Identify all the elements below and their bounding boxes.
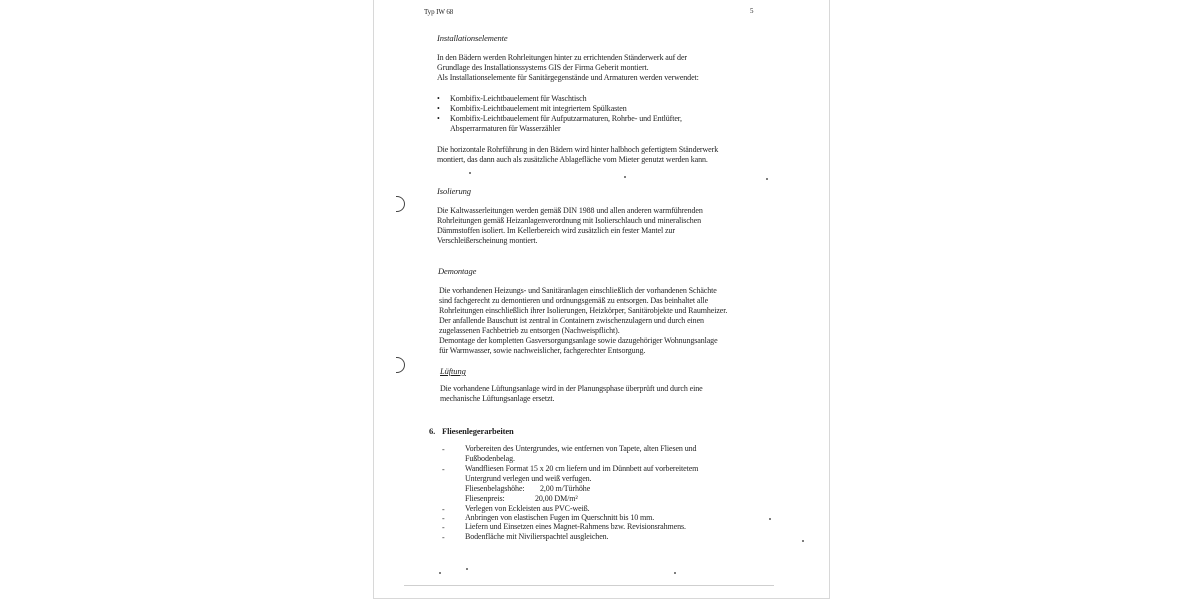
paragraph-line: Rohrleitungen einschließlich ihrer Isolierungen, Heizkörper, Sanitärobjekte und Raumheizer. [439, 306, 728, 315]
section-heading-installation: Installationselemente [437, 33, 508, 43]
paragraph-line: für Warmwasser, sowie nachweislicher, fachgerechter Entsorgung. [439, 346, 646, 355]
spec-label: Fliesenpreis: [465, 494, 505, 503]
section-number: 6. [429, 426, 436, 436]
paragraph-line: Dämmstoffen isoliert. Im Kellerbereich wird zusätzlich ein fester Mantel zur [437, 226, 675, 235]
scan-speck [766, 178, 768, 180]
punch-hole-mark-icon [396, 357, 405, 373]
dash-bullet-icon: - [442, 445, 445, 454]
spec-value: 2,00 m/Türhöhe [540, 484, 591, 493]
list-item: Bodenfläche mit Nivilierspachtel ausgleichen. [465, 532, 609, 541]
dash-bullet-icon: - [442, 505, 445, 514]
scan-speck [439, 572, 441, 574]
list-item-continuation: Absperrarmaturen für Wasserzähler [450, 124, 561, 133]
paragraph-line: Demontage der kompletten Gasversorgungsanlage sowie dazugehöriger Wohnungsanlage [439, 336, 718, 345]
section-heading-lueftung: Lüftung [440, 366, 466, 376]
paragraph-line: Verschleißerscheinung montiert. [437, 236, 538, 245]
bullet-icon: • [437, 104, 440, 113]
scan-speck [469, 172, 471, 174]
spec-value: 20,00 DM/m² [535, 494, 578, 503]
dash-bullet-icon: - [442, 514, 445, 523]
list-item: Kombifix-Leichtbauelement mit integriertem Spülkasten [450, 104, 627, 113]
paragraph-line: Als Installationselemente für Sanitärgegenstände und Armaturen werden verwendet: [437, 73, 699, 82]
scan-speck [624, 176, 626, 178]
dash-bullet-icon: - [442, 533, 445, 542]
paragraph-line: montiert, das dann auch als zusätzliche Ablagefläche vom Mieter genutzt werden kann. [437, 155, 708, 164]
list-item: Liefern und Einsetzen eines Magnet-Rahmens bzw. Revisionsrahmens. [465, 522, 686, 531]
paragraph-line: Die horizontale Rohrführung in den Bädern wird hinter halbhoch gefertigtem Ständerwerk [437, 145, 719, 154]
paragraph-line: sind fachgerecht zu demontieren und ordnungsgemäß zu entsorgen. Das beinhaltet alle [439, 296, 709, 305]
scan-speck [769, 518, 771, 520]
dash-bullet-icon: - [442, 465, 445, 474]
scan-speck [802, 540, 804, 542]
section-heading-fliesen: Fliesenlegerarbeiten [442, 426, 514, 436]
paragraph-line: Die vorhandenen Heizungs- und Sanitäranlagen einschließlich der vorhandenen Schächte [439, 286, 717, 295]
bullet-icon: • [437, 94, 440, 103]
paragraph-line: In den Bädern werden Rohrleitungen hinter zu errichtenden Ständerwerk auf der [437, 53, 687, 62]
dash-bullet-icon: - [442, 523, 445, 532]
list-item-continuation: Fußbodenbelag. [465, 454, 515, 463]
scan-speck [674, 572, 676, 574]
paragraph-line: Der anfallende Bauschutt ist zentral in Containern zwischenzulagern und durch einen [439, 316, 704, 325]
paragraph-line: Die vorhandene Lüftungsanlage wird in der Planungsphase überprüft und durch eine [440, 384, 703, 393]
list-item: Verlegen von Eckleisten aus PVC-weiß. [465, 504, 590, 513]
paragraph-line: Grundlage des Installationssystems GIS der Firma Geberit montiert. [437, 63, 649, 72]
list-item-continuation: Untergrund verlegen und weiß verfugen. [465, 474, 592, 483]
paragraph-line: Rohrleitungen gemäß Heizanlagenverordnung mit Isolierschlauch und mineralischen [437, 216, 702, 225]
page-number: 5 [750, 7, 754, 15]
paragraph-line: Die Kaltwasserleitungen werden gemäß DIN 1988 und allen anderen warmführenden [437, 206, 703, 215]
scan-speck [466, 568, 468, 570]
punch-hole-mark-icon [396, 196, 405, 212]
page-bottom-rule [404, 585, 774, 586]
paragraph-line: zugelassenen Fachbetrieb zu entsorgen (Nachweispflicht). [439, 326, 620, 335]
list-item: Kombifix-Leichtbauelement für Waschtisch [450, 94, 587, 103]
list-item: Wandfliesen Format 15 x 20 cm liefern und im Dünnbett auf vorbereitetem [465, 464, 699, 473]
list-item: Vorbereiten des Untergrundes, wie entfernen von Tapete, alten Fliesen und [465, 444, 697, 453]
document-page [373, 0, 830, 599]
doc-type-label: Typ IW 68 [424, 8, 454, 16]
section-heading-demontage: Demontage [438, 266, 477, 276]
section-heading-isolierung: Isolierung [437, 186, 471, 196]
spec-label: Fliesenbelagshöhe: [465, 484, 525, 493]
list-item: Anbringen von elastischen Fugen im Querschnitt bis 10 mm. [465, 513, 655, 522]
bullet-icon: • [437, 114, 440, 123]
list-item: Kombifix-Leichtbauelement für Aufputzarmaturen, Rohrbe- und Entlüfter, [450, 114, 682, 123]
paragraph-line: mechanische Lüftungsanlage ersetzt. [440, 394, 555, 403]
